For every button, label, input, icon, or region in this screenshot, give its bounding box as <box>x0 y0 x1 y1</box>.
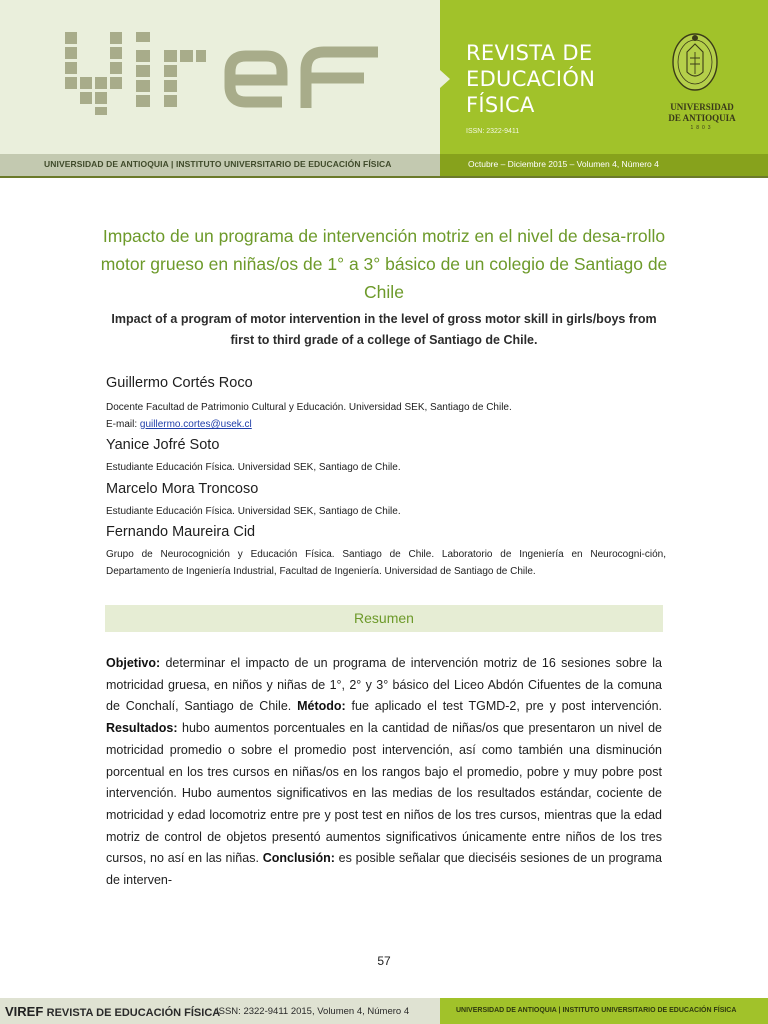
university-name <box>652 102 752 124</box>
university-year: 1803 <box>690 125 714 131</box>
author-name: Guillermo Cortés Roco <box>106 375 253 391</box>
header-divider <box>0 176 768 178</box>
email-line <box>106 416 666 433</box>
metodo-text: fue aplicado el test TGMD-2, pre y post intervención. <box>345 699 662 714</box>
university-seal-icon <box>670 30 720 92</box>
header-arrow-icon <box>440 70 450 88</box>
issue-label: Octubre – Diciembre 2015 – Volumen 4, Número 4 <box>468 159 659 169</box>
abstract-text <box>106 653 662 892</box>
conclusion-label: Conclusión: <box>262 851 335 866</box>
footer-citation: ISSN: 2322-9411 2015, Volumen 4, Número 4 <box>216 1006 410 1017</box>
author-email-link[interactable]: guillermo.cortes@usek.cl <box>139 419 252 430</box>
journal-title-line: REVISTA DE <box>466 41 593 65</box>
conclusion-text: es posible señalar que dieciséis sesiones de un programa de interven- <box>106 851 663 888</box>
author-name: Fernando Maureira Cid <box>106 524 256 540</box>
resultados-text: hubo aumentos porcentuales en la cantidad de niñas/os que presentaron un nivel de motricidad promedio o sobre el promedio post intervención, así como también una disminución porcentual en los tres cursos en niñas/os en los rangos bajo el promedio, pobre y muy pobre post intervención. Hubo aumentos significativos en las medias de los resultados estándar, cociente de motricidad y edad locomotriz entre pre y post test en niños de los tres cursos, mientras que la edad motriz de control de objetos presentó aumentos significativos únicamente entre niños de los tres cursos, no así en las niñas. <box>106 721 662 866</box>
author-affiliation: Estudiante Educación Física. Universidad SEK, Santiago de Chile. <box>106 462 401 473</box>
viref-logo <box>60 28 380 120</box>
issn-label: ISSN: 2322-9411 <box>466 128 520 135</box>
article-title-english: Impact of a program of motor intervention in the level of gross motor skill in girls/boys from first to third grade of a college of Santiago de Chile. <box>111 312 657 347</box>
author-affiliation <box>106 399 666 433</box>
affiliation-text: Docente Facultad de Patrimonio Cultural y Educación. Universidad SEK, Santiago de Chile. <box>106 402 512 413</box>
author-affiliation: Grupo de Neurocognición y Educación Física. Santiago de Chile. Laboratorio de Ingeniería en Neurocogni-ción, Departamento de Ingeniería Industrial, Facultad de Ingeniería. Universidad de Santiago de Chile. <box>106 549 666 577</box>
objetivo-text: determinar el impacto de un programa de intervención motriz de 16 sesiones sobre la motricidad gruesa, en niños y niñas de 1°, 2° y 3° básico del Liceo Abdón Cifuentes de la comuna de Conchalí, Santiago de Chile. <box>106 656 662 714</box>
author-name: Yanice Jofré Soto <box>106 437 220 453</box>
email-label: E-mail: <box>106 419 140 430</box>
resumen-heading: Resumen <box>105 605 663 632</box>
objetivo-label: Objetivo: <box>106 656 161 670</box>
article-title-spanish: Impacto de un programa de intervención motriz en el nivel de desa-rrollo motor grueso en niñas/os de 1° a 3° básico de un colegio de Santiago de Chile <box>100 226 668 302</box>
journal-header <box>0 0 768 178</box>
journal-title-line: EDUCACIÓN <box>466 67 596 91</box>
journal-title-line: FÍSICA <box>466 93 535 117</box>
footer-brand <box>5 1004 220 1019</box>
author-affiliation: Estudiante Educación Física. Universidad SEK, Santiago de Chile. <box>106 506 401 517</box>
metodo-label: Método: <box>297 699 346 714</box>
page-number: 57 <box>377 954 391 968</box>
resultados-label: Resultados: <box>106 721 178 736</box>
journal-title <box>466 40 616 118</box>
university-name-line: UNIVERSIDAD <box>670 102 734 112</box>
university-name-line: DE ANTIOQUIA <box>668 113 736 123</box>
author-name: Marcelo Mora Troncoso <box>106 481 259 497</box>
footer-institutions: UNIVERSIDAD DE ANTIOQUIA | INSTITUTO UNIVERSITARIO DE EDUCACIÓN FÍSICA <box>456 1007 737 1014</box>
footer-brand-name: VIREF <box>5 1004 44 1019</box>
footer-brand-subtitle: REVISTA DE EDUCACIÓN FÍSICA <box>46 1007 221 1019</box>
institutions-label: UNIVERSIDAD DE ANTIOQUIA | INSTITUTO UNIVERSITARIO DE EDUCACIÓN FÍSICA <box>44 159 392 169</box>
